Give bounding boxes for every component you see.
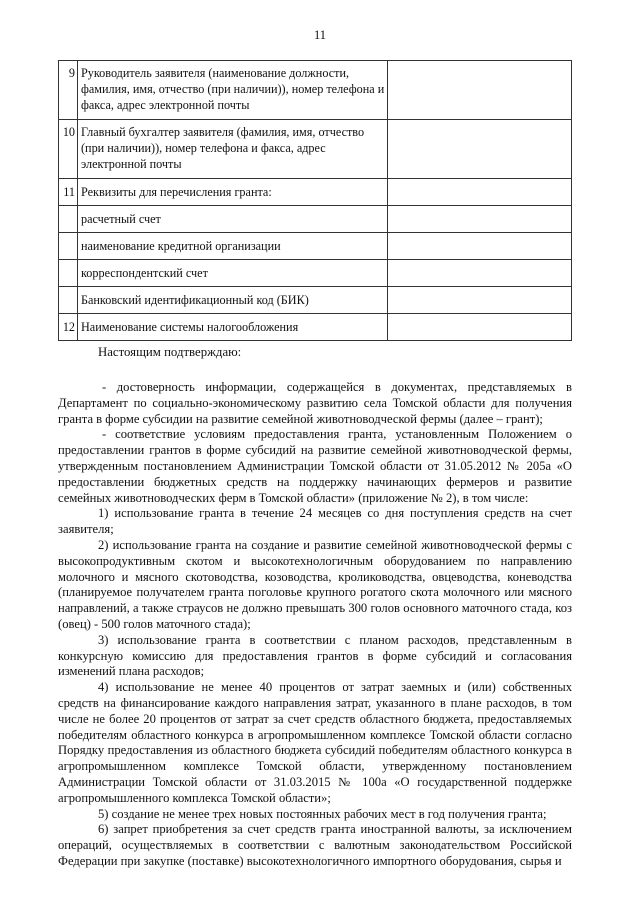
row-label: Реквизиты для перечисления гранта: — [78, 179, 388, 206]
paragraph: - соответствие условиям предоставления гранта, установленным Положением о предоставлении грантов в форме субсидий на развитие семейной животноводческой фермы, утвержденным постановлением Администрации Томской области от 31.05.2012 № 205а «О предоставлении бюджетных средств на поддержку начинающих фермеров и развитие семейных животноводческих ферм в Томской области» (приложение № 2), в том числе: — [58, 427, 572, 505]
row-number: 12 — [59, 314, 78, 341]
paragraph: 3) использование гранта в соответствии с планом расходов, представленным в конкурсную комиссию для предоставления грантов в форме субсидий и согласования изменений плана расходов; — [58, 632, 572, 679]
row-value-cell[interactable] — [388, 314, 572, 341]
table-row — [59, 287, 572, 314]
table-row — [59, 314, 572, 341]
row-number: 11 — [59, 179, 78, 206]
row-value-cell[interactable] — [388, 233, 572, 260]
requisites-table — [58, 60, 572, 341]
row-value-cell[interactable] — [388, 179, 572, 206]
table-row — [59, 206, 572, 233]
row-value-cell[interactable] — [388, 206, 572, 233]
row-number — [59, 233, 78, 260]
row-label: корреспондентский счет — [78, 260, 388, 287]
row-value-cell[interactable] — [388, 120, 572, 179]
row-number — [59, 260, 78, 287]
row-number: 10 — [59, 120, 78, 179]
row-number — [59, 287, 78, 314]
row-number — [59, 206, 78, 233]
paragraph: 6) запрет приобретения за счет средств гранта иностранной валюты, за исключением операций, осуществляемых в соответствии с валютным законодательством Российской Федерации при закупке (поставке) высокотехнологичного импортного оборудования, сырья и — [58, 822, 572, 868]
paragraph: - достоверность информации, содержащейся в документах, представляемых в Департамент по социально-экономическому развитию села Томской области для получения гранта в форме субсидии на развитие семейной животноводческой фермы (далее – грант); — [58, 380, 572, 426]
table-row — [59, 61, 572, 120]
paragraph: 4) использование не менее 40 процентов от затрат заемных и (или) собственных средств на финансирование каждого направления затрат, указанного в плане расходов, в том числе не более 20 процентов от затрат за счет средств областного бюджета, предоставляемых победителям областного конкурса в агропромышленном комплексе Томской области согласно Порядку предоставления из областного бюджета субсидий победителям областного конкурса в агропромышленном комплексе Томской области, утвержденному постановлением Администрации Томской области от 31.03.2015 № 100а «О государственной поддержке агропромышленного комплекса Томской области»; — [58, 680, 572, 805]
row-number: 9 — [59, 61, 78, 120]
paragraph: 2) использование гранта на создание и развитие семейной животноводческой фермы с высокопродуктивным скотом и высокотехнологичным оборудованием по направлению молочного и мясного скотоводства, козоводства, кролиководства, овцеводства, коневодства (планируемое получателем гранта поголовье крупного рогатого скота молочного или мясного направлений, а также страусов не должно превышать 300 голов основного маточного стада, коз (овец) - 500 голов маточного стада); — [58, 537, 572, 631]
confirm-heading: Настоящим подтверждаю: — [98, 345, 242, 359]
row-label: Руководитель заявителя (наименование должности, фамилия, имя, отчество (при наличии)), номер телефона и факса, адрес электронной почты — [78, 61, 388, 120]
row-label: расчетный счет — [78, 206, 388, 233]
row-label: наименование кредитной организации — [78, 233, 388, 260]
row-label: Банковский идентификационный код (БИК) — [78, 287, 388, 314]
page-number: 11 — [313, 28, 327, 42]
table-row — [59, 260, 572, 287]
table-row — [59, 120, 572, 179]
row-value-cell[interactable] — [388, 61, 572, 120]
table-row — [59, 233, 572, 260]
table-row — [59, 179, 572, 206]
row-value-cell[interactable] — [388, 287, 572, 314]
row-label: Наименование системы налогообложения — [78, 314, 388, 341]
row-value-cell[interactable] — [388, 260, 572, 287]
row-label: Главный бухгалтер заявителя (фамилия, имя, отчество (при наличии)), номер телефона и факса, адрес электронной почты — [78, 120, 388, 179]
paragraph: 1) использование гранта в течение 24 месяцев со дня поступления средств на счет заявителя; — [58, 506, 572, 537]
paragraph: 5) создание не менее трех новых постоянных рабочих мест в год получения гранта; — [98, 806, 547, 821]
confirmation-body — [58, 380, 572, 870]
